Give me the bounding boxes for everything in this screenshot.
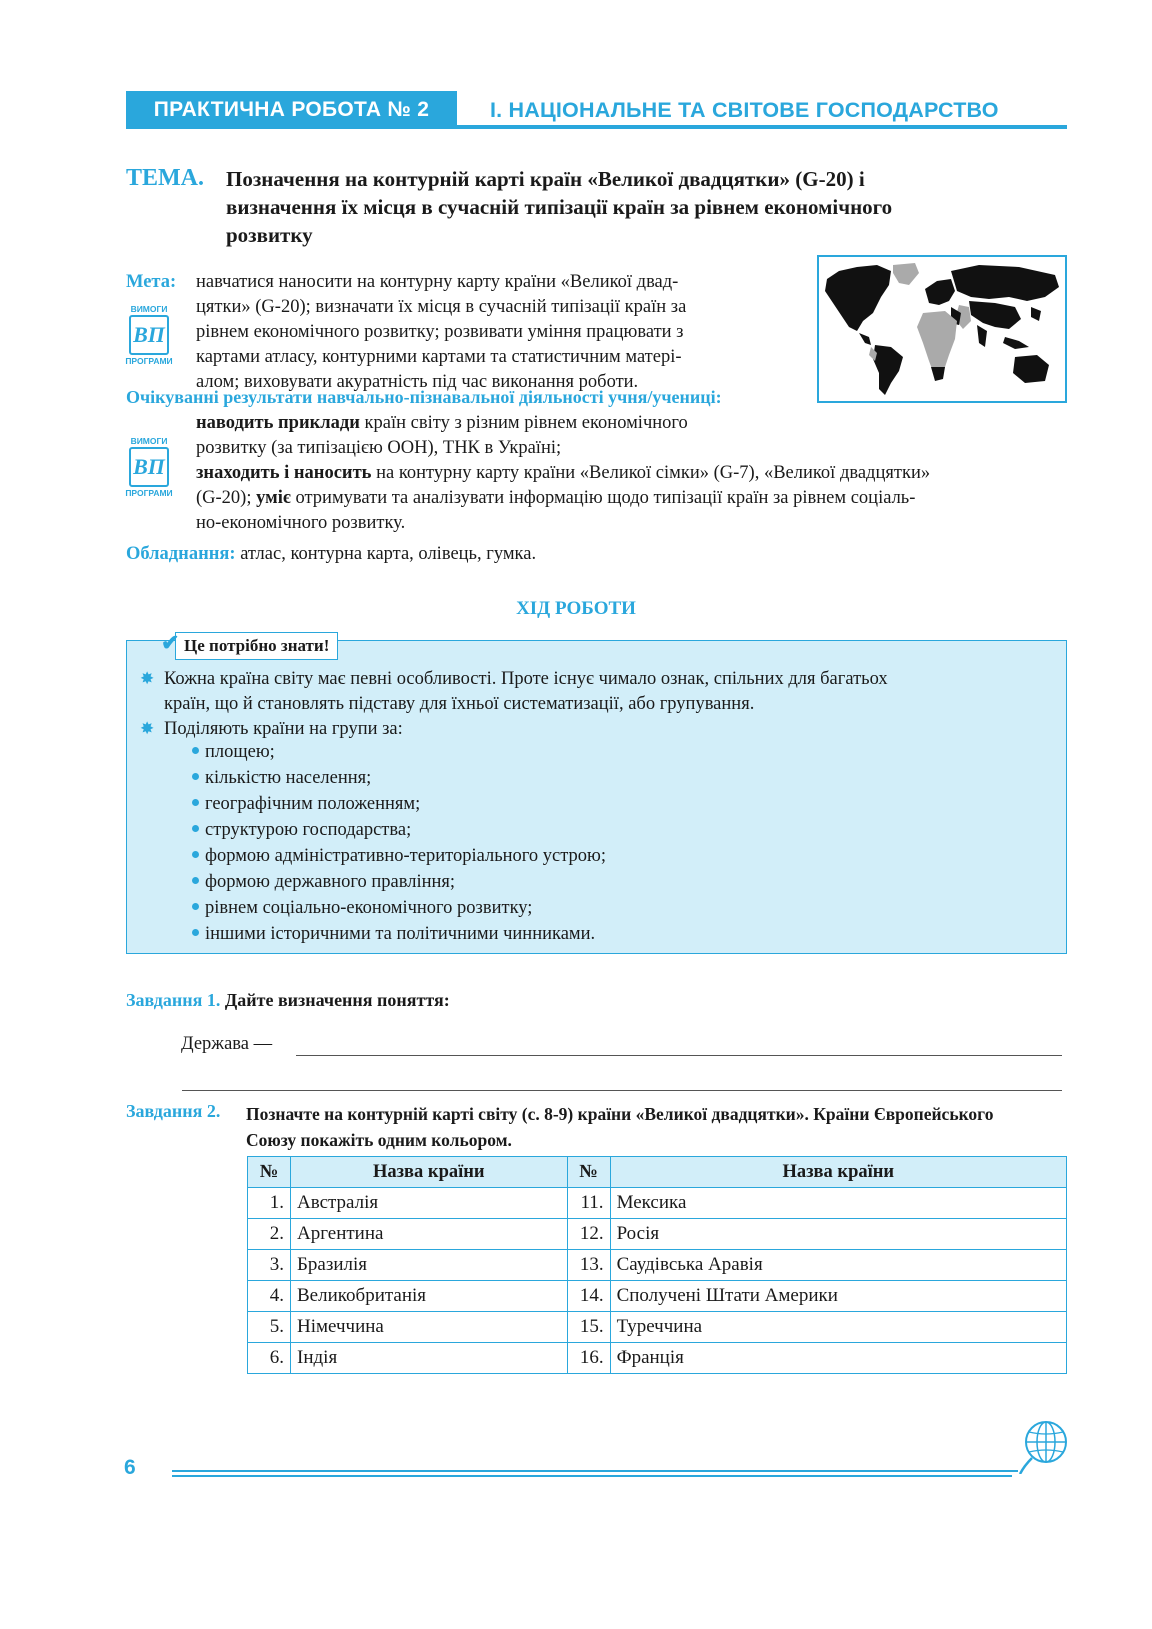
results-line-1: наводить приклади країн світу з різним рівнем економічного <box>196 413 688 433</box>
goal-label: Мета: <box>126 272 177 292</box>
topic-text <box>226 165 1026 249</box>
table-row: 6. Індія 16. Франція <box>248 1343 1067 1374</box>
dot-icon <box>192 903 199 910</box>
group-bullet: кількістю населення; <box>192 768 371 789</box>
results-line-3: знаходить і наносить на контурну карту країни «Великої сімки» (G-7), «Великої двадцятки» <box>196 463 931 483</box>
dot-icon <box>192 877 199 884</box>
work-label: ПРАКТИЧНА РОБОТА № 2 <box>126 91 457 129</box>
goal-line: алом; виховувати акуратність під час виконання роботи. <box>196 372 639 392</box>
task-2-label: Завдання 2. <box>126 1101 221 1121</box>
footer-rule <box>172 1470 1018 1472</box>
col-name: Назва країни <box>291 1157 568 1188</box>
table-row: 5. Німеччина 15. Туреччина <box>248 1312 1067 1343</box>
term-state: Держава — <box>181 1034 273 1054</box>
group-bullet: структурою господарства; <box>192 820 411 841</box>
results-line-4: (G-20); уміє отримувати та аналізувати інформацію щодо типізації країн за рівнем соціаль- <box>196 488 916 508</box>
results-heading: Очікуванні результати навчально-пізнавальної діяльності учня/учениці: <box>126 387 722 407</box>
dot-icon <box>192 851 199 858</box>
topic-line: розвитку <box>226 223 313 247</box>
results-line-2: розвитку (за типізацією ООН), ТНК в Україні; <box>196 438 562 458</box>
group-bullet: формою державного правління; <box>192 872 455 893</box>
header-rule <box>126 125 1067 129</box>
answer-line[interactable] <box>296 1055 1062 1056</box>
goal-line: рівнем економічного розвитку; розвивати уміння працювати з <box>196 322 684 342</box>
table-row: 2. Аргентина 12. Росія <box>248 1219 1067 1250</box>
goal-line: картами атласу, контурними картами та статистичним матері- <box>196 347 682 367</box>
g20-countries-table <box>247 1156 1067 1374</box>
dot-icon <box>192 929 199 936</box>
requirements-icon: ВИМОГИ ВП ПРОГРАМИ <box>125 436 173 498</box>
footer-rule <box>172 1475 1012 1477</box>
dot-icon <box>192 747 199 754</box>
group-bullet: площею; <box>192 742 275 763</box>
topic-line: визначення їх місця в сучасній типізації країн за рівнем економічного <box>226 195 893 219</box>
info-box-tag: Це потрібно знати! <box>175 632 338 660</box>
topic-label: ТЕМА. <box>126 165 204 191</box>
procedure-title: ХІД РОБОТИ <box>516 598 636 619</box>
results-line-5: но-економічного розвитку. <box>196 513 406 533</box>
equipment: Обладнання: атлас, контурна карта, олівець, гумка. <box>126 544 537 564</box>
group-bullet: географічним положенням; <box>192 794 420 815</box>
table-row: 4. Великобританія 14. Сполучені Штати Америки <box>248 1281 1067 1312</box>
table-row: 3. Бразилія 13. Саудівська Аравія <box>248 1250 1067 1281</box>
goal-line: навчатися наносити на контурну карту країни «Великої двад- <box>196 272 679 292</box>
group-bullet: іншими історичними та політичними чинниками. <box>192 924 595 945</box>
answer-line[interactable] <box>182 1090 1062 1091</box>
page-number: 6 <box>124 1456 136 1479</box>
col-num: № <box>567 1157 610 1188</box>
dot-icon <box>192 825 199 832</box>
topic-line: Позначення на контурній карті країн «Великої двадцятки» (G-20) і <box>226 167 865 191</box>
section-title: І. НАЦІОНАЛЬНЕ ТА СВІТОВЕ ГОСПОДАРСТВО <box>490 98 999 122</box>
world-map-icon <box>819 257 1065 401</box>
asterisk-bullet-icon: ✸ <box>140 669 155 688</box>
goal-text <box>196 270 796 395</box>
group-bullet: рівнем соціально-економічного розвитку; <box>192 898 532 919</box>
asterisk-bullet-icon: ✸ <box>140 719 155 738</box>
requirements-icon: ВИМОГИ ВП ПРОГРАМИ <box>125 304 173 366</box>
col-num: № <box>248 1157 291 1188</box>
goal-line: цятки» (G-20); визначати їх місця в сучасній типізації країн за <box>196 297 687 317</box>
info-paragraph-2: ✸ Поділяють країни на групи за: <box>140 716 403 742</box>
g20-world-map <box>817 255 1067 403</box>
task-2-text: Позначте на контурній карті світу (с. 8-9) країни «Великої двадцятки». Країни Європейського Союзу покажіть одним кольором. <box>246 1104 994 1150</box>
table-row: 1. Австралія 11. Мексика <box>248 1188 1067 1219</box>
dot-icon <box>192 799 199 806</box>
task-1: Завдання 1. Дайте визначення поняття: <box>126 990 450 1010</box>
dot-icon <box>192 773 199 780</box>
check-icon: ✔ <box>161 630 180 655</box>
group-bullet: формою адміністративно-територіального устрою; <box>192 846 606 867</box>
globe-icon <box>1018 1418 1068 1479</box>
col-name: Назва країни <box>610 1157 1066 1188</box>
info-paragraph-1: ✸ Кожна країна світу має певні особливості. Проте існує чимало ознак, спільних для багатьох країн, що й становлять підставу для їхньої систематизації, або групування. <box>140 666 1060 717</box>
